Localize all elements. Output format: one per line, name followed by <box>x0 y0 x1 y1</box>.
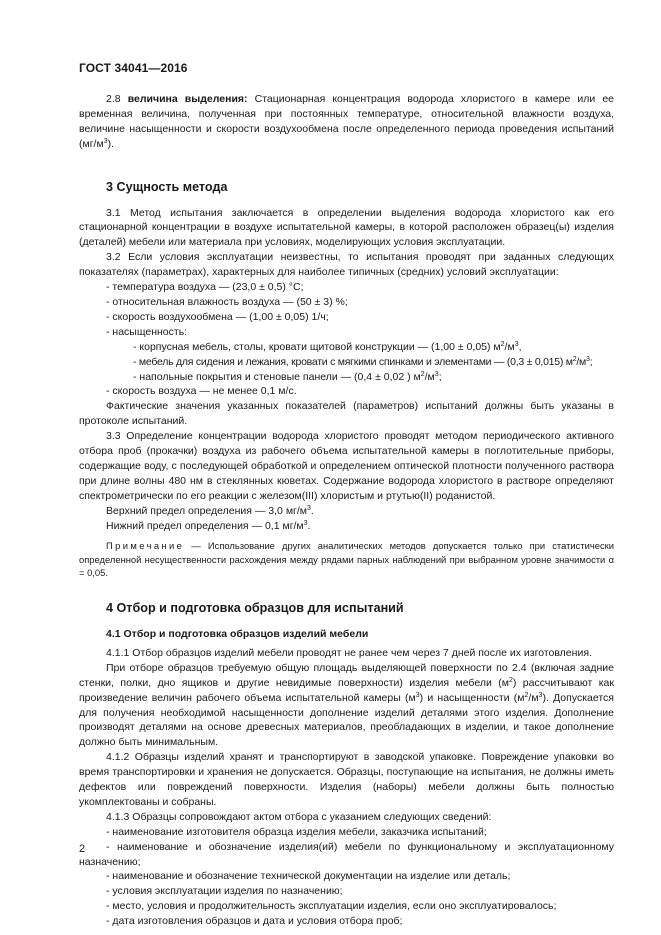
clause-3-3: 3.3 Определение концентрации водорода хлористого проводят методом периодического активного отбора проб (прокачки) воздуха из рабочего объема испытательной камеры в поглотительные приборы, содержащие воду, с последующей обработкой и определением оптической плотности полученного раствора при длине волны 480 нм в стеклянных кюветах. Содержание водорода хлористого в растворе определяют спектрометрически по его реакции с железом(III) хлористым и ртутью(II) роданистой. <box>79 430 614 502</box>
note-text: — Использование других аналитических методов допускается только при статистически определенной несущественности расхождения между рядами парных наблюдений при выбранном уровне значимости α = 0,05. <box>79 540 614 578</box>
note <box>79 539 614 579</box>
section-4-title: 4 Отбор и подготовка образцов для испытаний <box>106 601 404 616</box>
list-item: - температура воздуха — (23,0 ± 0,5) °С; <box>106 281 304 294</box>
clause-4-1-3: 4.1.3 Образцы сопровождают актом отбора с указанием следующих сведений: <box>106 810 492 823</box>
paragraph: При отборе образцов требуемую общую площадь выделяющей поверхности по 2.4 (включая задние стенки, полки, дно ящиков и другие невидимые поверхности) изделия мебели $(м^2)$ рассчитывают как произведение величин рабочего объема испытательной камеры $(м^3)$ и насыщенности $(м^2/м^3)$. Допускается для получения необходимой насыщенности дополнение изделий деталями этого изделия. Дополнение производят деталями на основе древесных материалов, преобладающих в изделии, и такое дополнение должно быть минимальным. <box>79 661 614 749</box>
clause-4-1-2: 4.1.2 Образцы изделий хранят и транспортируют в заводской упаковке. Повреждение упаковки во время транспортировки и хранения не допускается. Образцы, поступающие на испытания, не должны иметь дефектов или повреждений поверхности. Изделия (наборы) мебели должны быть полностью укомплектованы и собраны. <box>79 751 614 808</box>
note-label: Примечание <box>106 540 185 552</box>
clause-2-8: 2.8 величина выделения: Стационарная концентрация водорода хлористого в камере или ее временная величина, полученная при постоянных температуре, относительной влажности воздуха, величине насыщенности и скорости воздухообмена после определенного периода проведения испытаний $(мг/м^3)$. <box>79 93 615 150</box>
document-body <box>79 92 614 929</box>
document-header: ГОСТ 34041—2016 <box>79 61 188 75</box>
page-number: 2 <box>79 843 86 855</box>
upper-limit: Верхний предел определения — 3,0 $мг/м^3$. <box>106 504 314 517</box>
list-item: - насыщенность: <box>106 325 188 338</box>
list-item: - условия эксплуатации изделия по назначению; <box>106 885 343 898</box>
clause-number: 2.8 <box>106 93 121 105</box>
term: величина выделения: <box>127 93 248 105</box>
list-subitem: - напольные покрытия и стеновые панели — (0,4 ± 0,02 ) $м^2/м^3$; <box>133 370 442 383</box>
list-item: - относительная влажность воздуха — (50 ± 3) %; <box>106 295 348 308</box>
list-item: - наименование и обозначение изделия(ий) мебели по функциональному и эксплуатационному назначению; <box>79 840 614 868</box>
section-3-title: 3 Сущность метода <box>106 179 228 194</box>
list-subitem: - корпусная мебель, столы, кровати щитовой конструкции — (1,00 ± 0,05) $м^2/м^3$, <box>133 340 522 353</box>
clause-3-2: 3.2 Если условия эксплуатации неизвестны, то испытания проводят при заданных следующих показателях (параметрах), характерных для наиболее типичных (средних) условий эксплуатации: <box>79 251 614 279</box>
list-item: - дата изготовления образцов и дата и условия отбора проб; <box>106 915 403 928</box>
lower-limit: Нижний предел определения — 0,1 $мг/м^3$. <box>106 519 311 532</box>
list-subitem: - мебель для сидения и лежания, кровати с мягкими спинками и элементами — (0,3 ± 0,015) $м^2/м^3$; <box>133 355 593 368</box>
subsection-4-1-title: 4.1 Отбор и подготовка образцов изделий мебели <box>106 627 369 640</box>
definition: Стационарная концентрация водорода хлористого в камере или ее временная величина, полученная при постоянных температуре, относительной влажности воздуха, величине насыщенности и скорости воздухообмена после определенного периода проведения испытаний (мг/м <box>79 93 615 150</box>
list-item: - наименование изготовителя образца изделия мебели, заказчика испытаний; <box>106 825 487 838</box>
paragraph: Фактические значения указанных показателей (параметров) испытаний должны быть указаны в протоколе испытаний. <box>79 400 614 428</box>
list-item: - место, условия и продолжительность эксплуатации изделия, если оно эксплуатировалось; <box>106 900 557 913</box>
list-item: - скорость воздухообмена — (1,00 ± 0,05) 1/ч; <box>106 310 329 323</box>
clause-3-1: 3.1 Метод испытания заключается в определении выделения водорода хлористого как его стационарной концентрации в воздухе испытательной камеры, в которой расположен образец(ы) изделия (деталей) мебели или материала при условиях, моделирующих условия эксплуатации. <box>79 206 614 249</box>
list-item: - наименование и обозначение технической документации на изделие или деталь; <box>106 870 511 883</box>
clause-4-1-1: 4.1.1 Отбор образцов изделий мебели проводят не ранее чем через 7 дней после их изготовления. <box>106 646 592 659</box>
list-item: - скорость воздуха — не менее 0,1 м/с. <box>106 385 297 398</box>
